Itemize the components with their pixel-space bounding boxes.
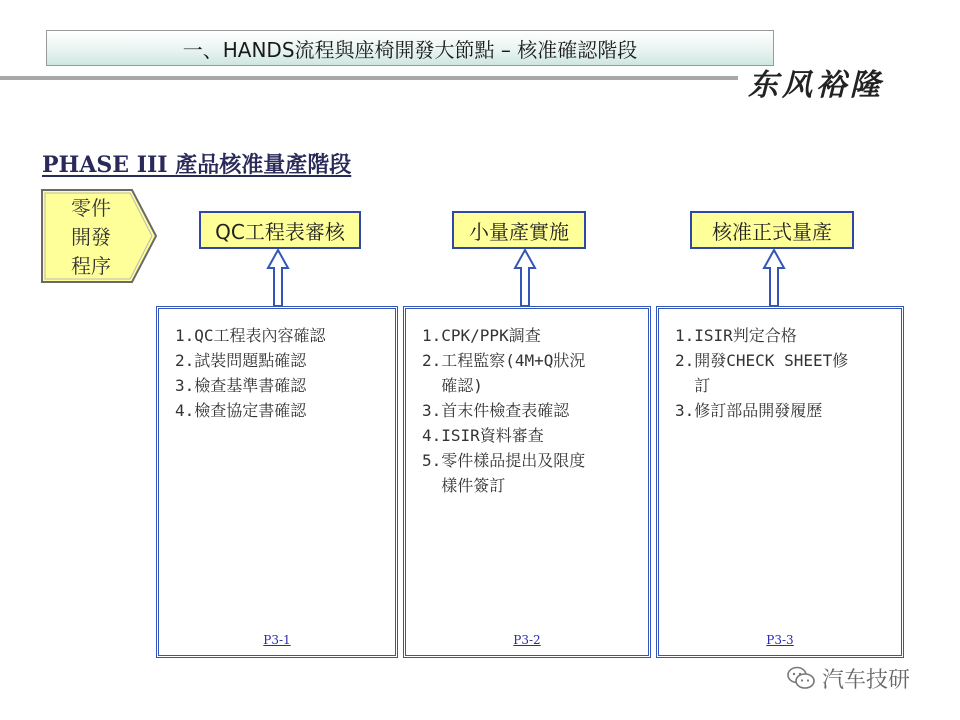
stage-qc-review: QC工程表審核: [199, 211, 361, 249]
item-list: [175, 323, 387, 423]
panel-small-production: [403, 306, 651, 658]
slide-title: 一、HANDS流程與座椅開發大節點 – 核准確認階段: [46, 30, 774, 66]
panel-formal-production: [656, 306, 904, 658]
ref-link[interactable]: P3-1: [263, 633, 291, 647]
list-item: 3.檢查基準書確認: [175, 376, 307, 395]
list-item: 2.開發CHECK SHEET修: [675, 351, 849, 370]
stage-formal-production: 核准正式量產: [690, 211, 854, 249]
list-item: 3.修訂部品開發履歷: [675, 401, 823, 420]
up-arrow-icon: [513, 248, 537, 308]
item-list: [422, 323, 640, 498]
side-label: [44, 194, 138, 281]
list-item: 確認): [422, 376, 483, 395]
up-arrow-icon: [762, 248, 786, 308]
watermark-text: 汽车技研: [822, 667, 911, 693]
list-item: 2.工程監察(4M+Q狀況: [422, 351, 586, 370]
side-label-line-3: 程序: [71, 254, 111, 278]
side-label-line-2: 開發: [71, 225, 111, 249]
list-item: 1.QC工程表內容確認: [175, 326, 326, 345]
list-item: 5.零件樣品提出及限度: [422, 451, 586, 470]
panel-qc-review: [156, 306, 398, 658]
list-item: 3.首末件檢查表確認: [422, 401, 570, 420]
list-item: 樣件簽訂: [422, 476, 506, 495]
side-label-line-1: 零件: [71, 196, 111, 220]
company-logo: 东风裕隆: [748, 68, 884, 103]
list-item: 訂: [675, 376, 711, 395]
list-item: 1.ISIR判定合格: [675, 326, 797, 345]
list-item: 4.檢查協定書確認: [175, 401, 307, 420]
list-item: 2.試裝問題點確認: [175, 351, 307, 370]
item-list: [675, 323, 893, 423]
ref-link[interactable]: P3-3: [766, 633, 794, 647]
phase-heading: PHASE III 產品核准量產階段: [42, 152, 352, 178]
ref-link[interactable]: P3-2: [513, 633, 541, 647]
stage-small-production: 小量產實施: [452, 211, 586, 249]
wechat-icon: [786, 665, 816, 691]
list-item: 4.ISIR資料審查: [422, 426, 544, 445]
up-arrow-icon: [266, 248, 290, 308]
watermark: [786, 664, 910, 692]
list-item: 1.CPK/PPK調查: [422, 326, 541, 345]
header-divider: [0, 76, 738, 80]
